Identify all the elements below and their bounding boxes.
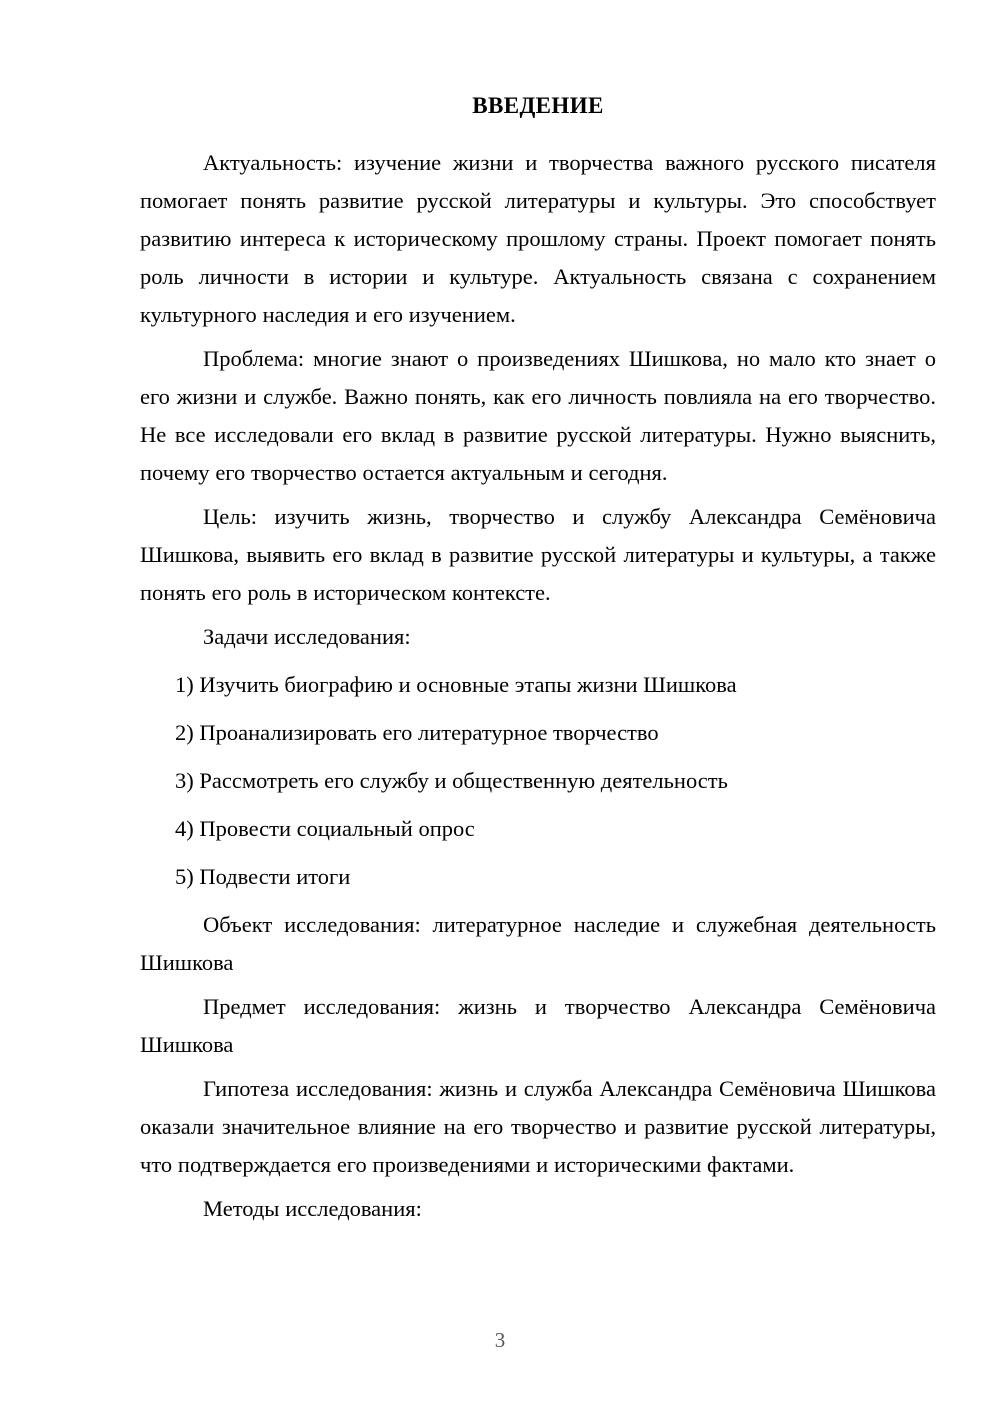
methods-heading: Методы исследования: (203, 1195, 422, 1221)
paragraph-object: Объект исследования: литературное наследие и служебная деятельность Шишкова (140, 911, 936, 975)
paragraph-subject: Предмет исследования: жизнь и творчество Александра Семёновича Шишкова (140, 993, 936, 1057)
paragraph-problem: Проблема: многие знают о произведениях Шишкова, но мало кто знает о его жизни и службе. Важно понять, как его личность повлияла на его творчество. Не все исследовали его вклад в развитие русской литературы. Нужно выяснить, почему его творчество остается актуальным и сегодня. (140, 345, 936, 485)
page-content (140, 92, 936, 1230)
paragraph-relevance: Актуальность: изучение жизни и творчества важного русского писателя помогает понять развитие русской литературы и культуры. Это способствует развитию интереса к историческому прошлому страны. Проект помогает понять роль личности в истории и культуре. Актуальность связана с сохранением культурного наследия и его изучением. (140, 149, 936, 327)
list-item: 5) Подвести итоги (175, 863, 351, 889)
tasks-heading: Задачи исследования: (203, 623, 411, 649)
paragraph-hypothesis: Гипотеза исследования: жизнь и служба Александра Семёновича Шишкова оказали значительное влияние на его творчество и развитие русской литературы, что подтверждается его произведениями и историческими фактами. (140, 1075, 936, 1177)
list-item: 4) Провести социальный опрос (175, 815, 475, 841)
list-item: 1) Изучить биографию и основные этапы жизни Шишкова (175, 671, 737, 697)
list-item: 2) Проанализировать его литературное творчество (175, 719, 659, 745)
page-number: 3 (494, 1328, 506, 1352)
list-item: 3) Рассмотреть его службу и общественную деятельность (175, 767, 728, 793)
page-title: ВВЕДЕНИЕ (472, 93, 604, 118)
paragraph-goal: Цель: изучить жизнь, творчество и службу Александра Семёновича Шишкова, выявить его вклад в развитие русской литературы и культуры, а также понять его роль в историческом контексте. (140, 503, 936, 605)
tasks-list (140, 666, 936, 896)
